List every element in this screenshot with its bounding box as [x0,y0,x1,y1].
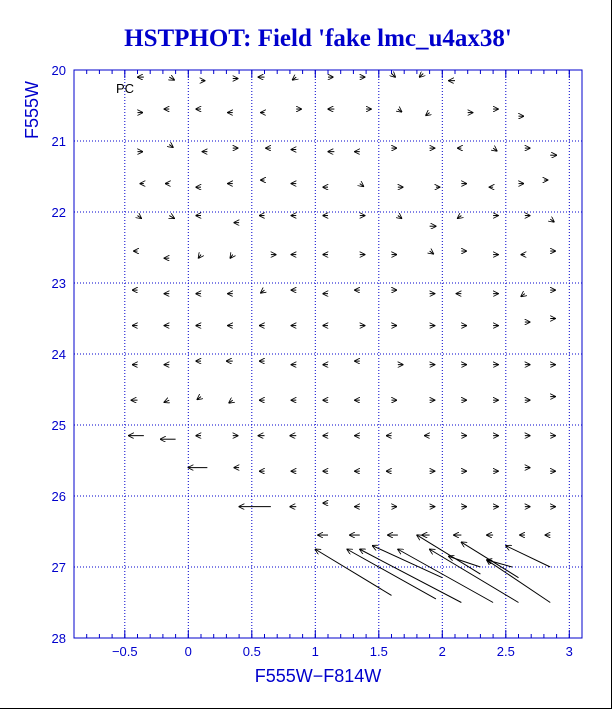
y-tick-label: 24 [51,347,66,362]
grid-lines [74,70,582,638]
y-tick-label: 20 [51,63,66,78]
x-tick-label: 3 [565,644,573,659]
vector-arrow [493,148,497,151]
vector-arrow [506,546,550,567]
y-axis-label: F555W [22,80,42,140]
vector-arrow [521,294,525,297]
vector-arrow [230,255,233,259]
vector-arrow [458,216,462,219]
x-tick-label: 1 [311,644,319,659]
vector-arrow [430,549,519,602]
vector-arrow [197,397,201,400]
y-tick-label: 25 [51,418,66,433]
vector-arrow [430,251,434,254]
chart-title: HSTPHOT: Field 'fake lmc_u4ax38' [124,25,512,52]
x-tick-label: 2.5 [496,644,515,659]
vector-arrow [398,216,402,219]
vector-arrow [315,549,391,595]
vector-arrows [129,74,557,603]
vector-arrow [229,400,233,403]
vector-arrow [449,556,481,567]
vector-arrow [392,74,396,78]
vector-arrow [419,74,423,78]
y-tick-labels [52,63,66,646]
y-tick-label: 22 [51,205,66,220]
y-tick-label: 21 [51,134,66,149]
y-tick-label: 23 [51,276,66,291]
vector-arrow [417,535,481,574]
y-tick-label: 27 [51,560,66,575]
panel-label: PC [116,81,135,96]
vector-arrow [426,113,430,116]
vector-arrow [169,77,174,80]
vector-arrow [169,145,173,148]
x-tick-label: 2 [438,644,446,659]
y-tick-label: 28 [51,631,66,646]
vector-arrow [487,560,551,603]
vector-arrow [138,216,142,219]
vector-arrow [360,184,364,187]
vector-arrow [198,255,201,259]
x-tick-label: 0 [184,644,192,659]
axis-ticks [74,70,582,638]
plot-area-border [74,70,582,638]
x-tick-label: 1.5 [369,644,388,659]
x-tick-label: 0.5 [242,644,261,659]
vector-arrow [169,216,174,219]
vector-arrow [550,219,554,222]
vector-arrow [261,290,265,293]
x-tick-labels [112,644,573,659]
x-tick-label: −0.5 [111,644,138,659]
vector-arrow [292,77,296,80]
y-tick-label: 26 [51,489,66,504]
vector-arrow [398,109,402,112]
x-axis-label: F555W−F814W [254,666,382,686]
vector-arrow [347,549,436,599]
vector-arrow [164,400,169,402]
